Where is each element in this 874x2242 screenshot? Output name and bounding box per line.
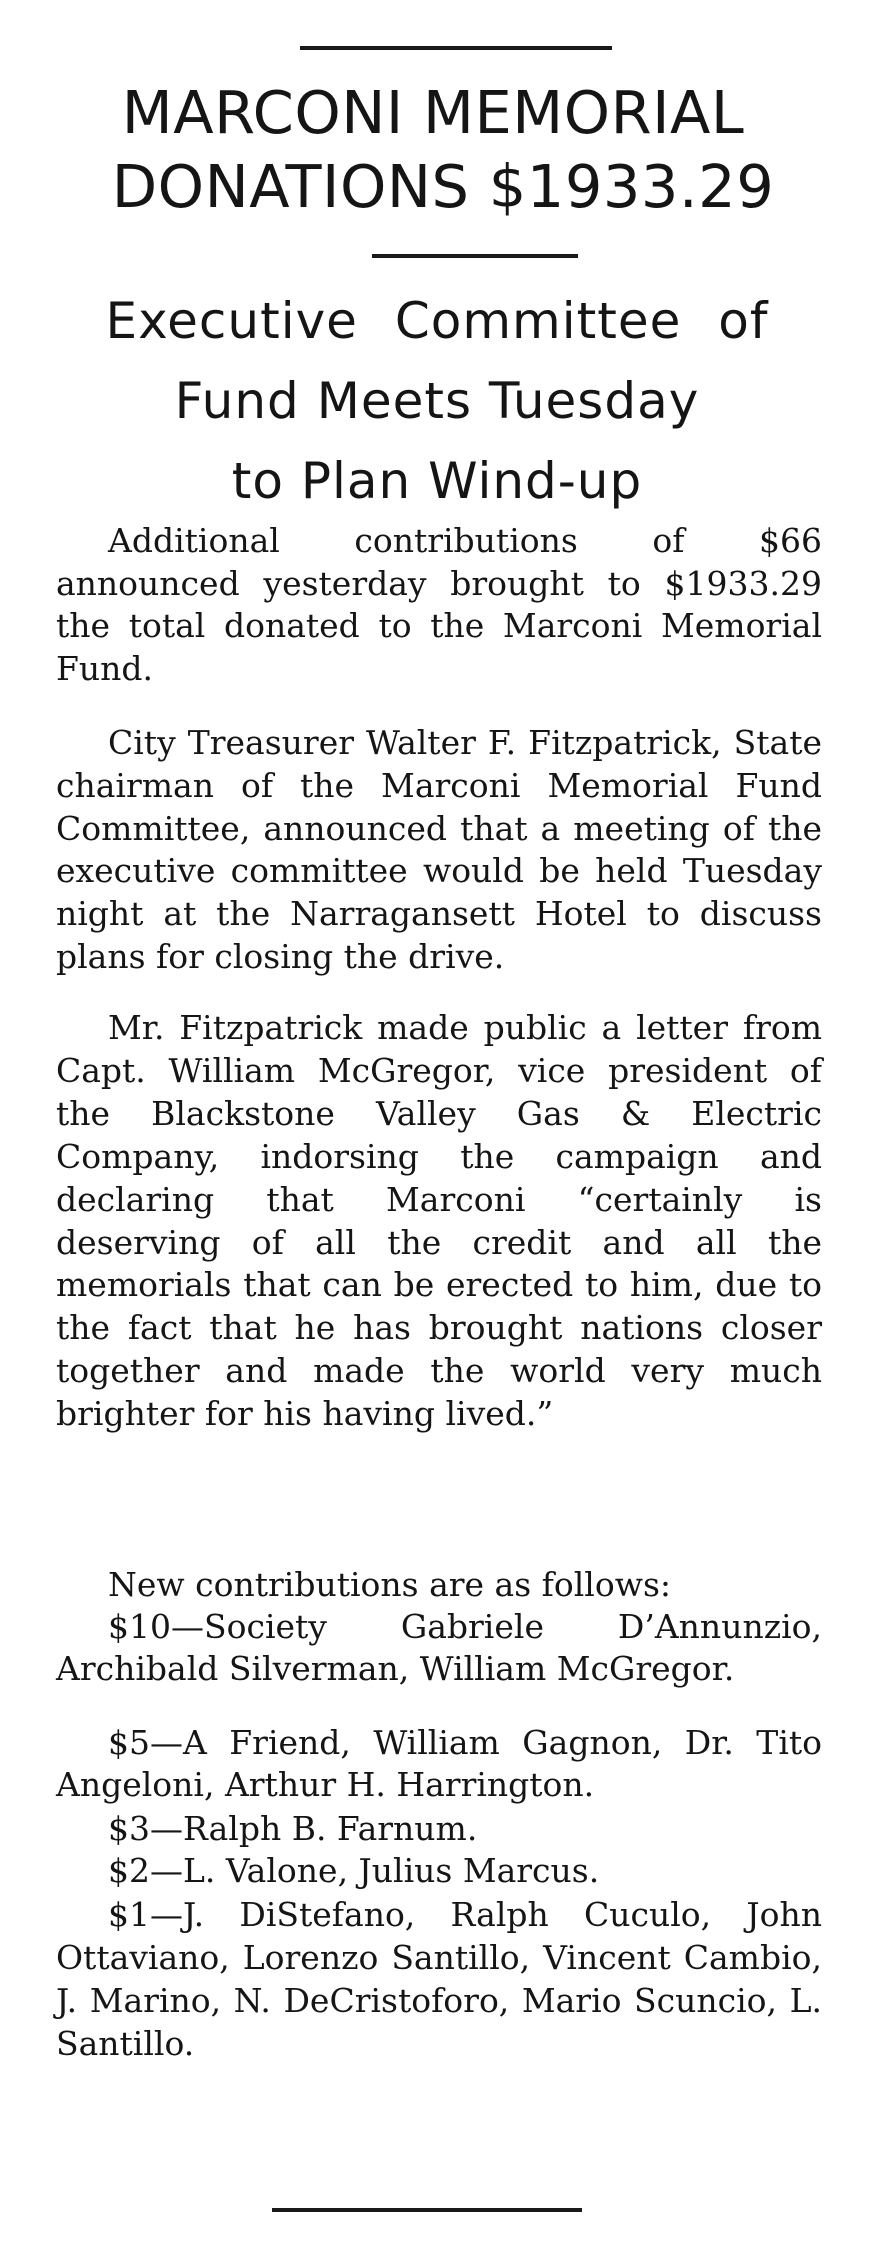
- headline-line-1: MARCONI MEMORIAL: [121, 78, 745, 147]
- top-divider-rule: [300, 46, 612, 50]
- contribution-10-dollars: $10—Society Gabriele D’Annunzio, Archibald Silverman, William McGregor.: [56, 1607, 822, 1688]
- contribution-3-dollars: $3—Ralph B. Farnum.: [108, 1809, 478, 1848]
- bottom-divider-rule: [272, 2208, 582, 2212]
- headline-divider-rule: [372, 254, 578, 258]
- contribution-2-dollars: $2—L. Valone, Julius Marcus.: [108, 1851, 600, 1890]
- headline-line-2: DONATIONS $1933.29: [111, 152, 775, 221]
- paragraph-executive-meeting: City Treasurer Walter F. Fitzpatrick, State chairman of the Marconi Memorial Fund Committee, announced that a meeting of the executive committee would be held Tuesday night at the Narragansett Hotel to discuss plans for closing the drive.: [56, 723, 822, 976]
- contribution-1-dollar: $1—J. DiStefano, Ralph Cuculo, John Ottaviano, Lorenzo Santillo, Vincent Cambio, J. Marino, N. DeCristoforo, Mario Scuncio, L. Santillo.: [56, 1895, 822, 2063]
- deck-line-2: Fund Meets Tuesday: [174, 372, 700, 430]
- deck-line-3: to Plan Wind-up: [231, 452, 643, 510]
- paragraph-total-donated: Additional contributions of $66 announced yesterday brought to $1933.29 the total donated to the Marconi Memorial Fund.: [56, 521, 822, 688]
- paragraph-contributions-intro: New contributions are as follows:: [108, 1565, 671, 1604]
- deck-line-1: Executive Committee of: [105, 292, 769, 350]
- paragraph-mcgregor-letter: Mr. Fitzpatrick made public a letter from Capt. William McGregor, vice president of the Blackstone Valley Gas & Electric Company, indorsing the campaign and declaring that Marconi “certainly is deserving of all the credit and all the memorials that can be erected to him, due to the fact that he has brought nations closer together and made the world very much brighter for his having lived.”: [56, 1008, 822, 1434]
- contribution-5-dollars: $5—A Friend, William Gagnon, Dr. Tito Angeloni, Arthur H. Harrington.: [56, 1723, 822, 1804]
